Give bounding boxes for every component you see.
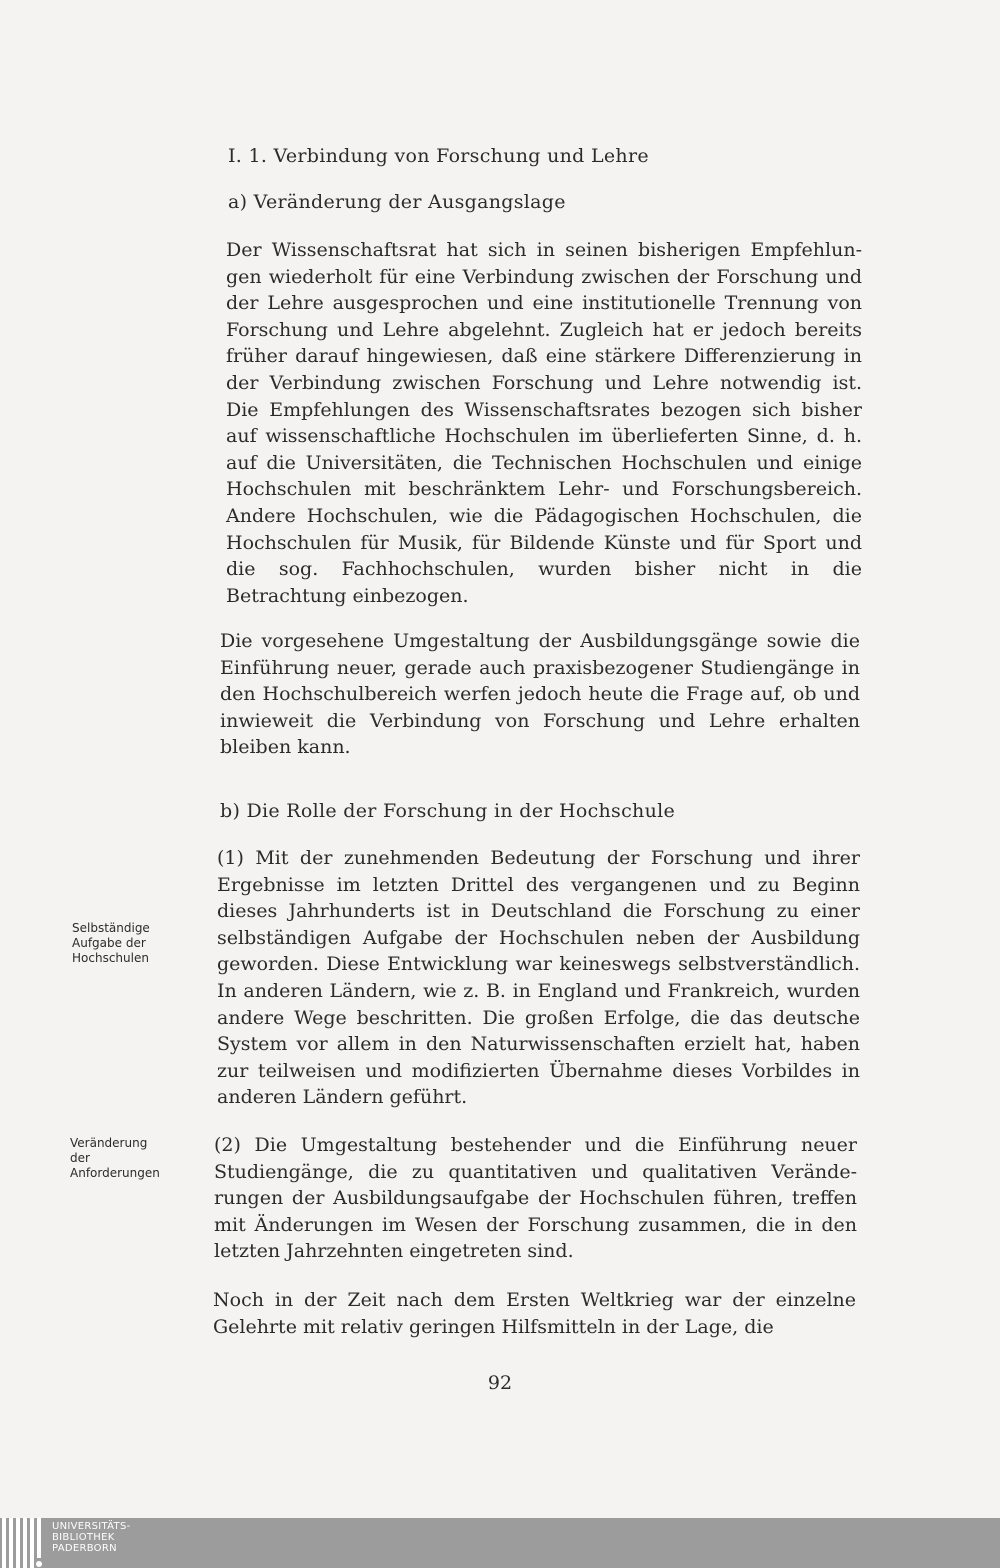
margin-note-veraenderung [70, 1136, 190, 1181]
logo-bar [9, 1518, 13, 1568]
logo-dot [36, 1561, 42, 1567]
subsection-b-heading: b) Die Rolle der Forschung in der Hochschule [220, 800, 676, 822]
logo-line: BIBLIOTHEK [52, 1532, 115, 1543]
logo-bar [30, 1518, 34, 1568]
margin-note-line: der [70, 1151, 90, 1165]
margin-note-line: Selbständige [72, 921, 150, 935]
logo-bar [23, 1518, 27, 1568]
margin-note-line: Hochschulen [72, 951, 149, 965]
library-logo-text [52, 1521, 131, 1554]
margin-note-line: Anforderungen [70, 1166, 160, 1180]
logo-bar [37, 1518, 41, 1558]
logo-bar [16, 1518, 20, 1568]
margin-note-line: Veränderung [70, 1136, 148, 1150]
margin-note-selbstaendige-aufgabe [72, 921, 192, 966]
page-number: 92 [487, 1372, 513, 1394]
subsection-a-heading: a) Veränderung der Ausgangslage [228, 191, 566, 213]
paragraph-a2: Die vorgesehene Umgestaltung der Ausbildungsgänge sowie die Einführung neuer, gerade auch praxisbezogener Studiengänge in den Hochschulbereich werfen jedoch heute die Frage auf, ob und inwieweit die Verbindung von Forschung und Lehre erhalten bleiben kann. [220, 630, 860, 759]
margin-note-line: Aufgabe der [72, 936, 146, 950]
library-logo-icon [0, 1518, 48, 1568]
section-title: I. 1. Verbindung von Forschung und Lehre [228, 145, 649, 167]
logo-line: PADERBORN [52, 1543, 117, 1554]
logo-line: UNIVERSITÄTS- [52, 1521, 131, 1532]
paragraph-b2: (2) Die Umgestaltung bestehender und die Einführung neuer Studiengänge, die zu quantitativen und qualitativen Veränderungen der Ausbildungsaufgabe der Hochschulen führen, treffen mit Änderungen im Wesen der Forschung zusammen, die in den letzten Jahrzehnten eingetreten sind. [214, 1134, 857, 1263]
paragraph-a1: Der Wissenschaftsrat hat sich in seinen bisherigen Empfehlungen wiederholt für eine Verbindung zwischen der Forschung und der Lehre ausgesprochen und eine institutionelle Trennung von Forschung und Lehre abgelehnt. Zugleich hat er jedoch bereits früher darauf hingewiesen, daß eine stärkere Differenzierung in der Verbindung zwischen Forschung und Lehre notwendig ist. Die Empfehlungen des Wissenschaftsrates bezogen sich bisher auf wissenschaftliche Hochschulen im überlieferten Sinne, d. h. auf die Universitäten, die Technischen Hochschulen und einige Hochschulen mit beschränktem Lehr- und Forschungsbereich. Andere Hochschulen, wie die Pädagogischen Hochschulen, die Hochschulen für Musik, für Bildende Künste und für Sport und die sog. Fachhochschulen, wurden bisher nicht in die Betrachtung einbezogen. [226, 239, 862, 607]
paragraph-b1: (1) Mit der zunehmenden Bedeutung der Forschung und ihrer Ergebnisse im letzten Drittel des vergangenen und zu Beginn dieses Jahrhunderts ist in Deutschland die Forschung zu einer selbständigen Aufgabe der Hochschulen neben der Ausbildung geworden. Diese Entwicklung war keineswegs selbstverständlich. In anderen Ländern, wie z. B. in England und Frankreich, wurden andere Wege beschritten. Die großen Erfolge, die das deutsche System vor allem in den Naturwissenschaften erzielt hat, haben zur teilweisen und modifizierten Übernahme dieses Vorbildes in anderen Ländern geführt. [217, 847, 860, 1109]
library-footer-bar [0, 1518, 1000, 1568]
paragraph-b3: Noch in der Zeit nach dem Ersten Weltkrieg war der einzelne Gelehrte mit relativ geringen Hilfsmitteln in der Lage, die [213, 1289, 856, 1338]
logo-bar [2, 1518, 6, 1568]
